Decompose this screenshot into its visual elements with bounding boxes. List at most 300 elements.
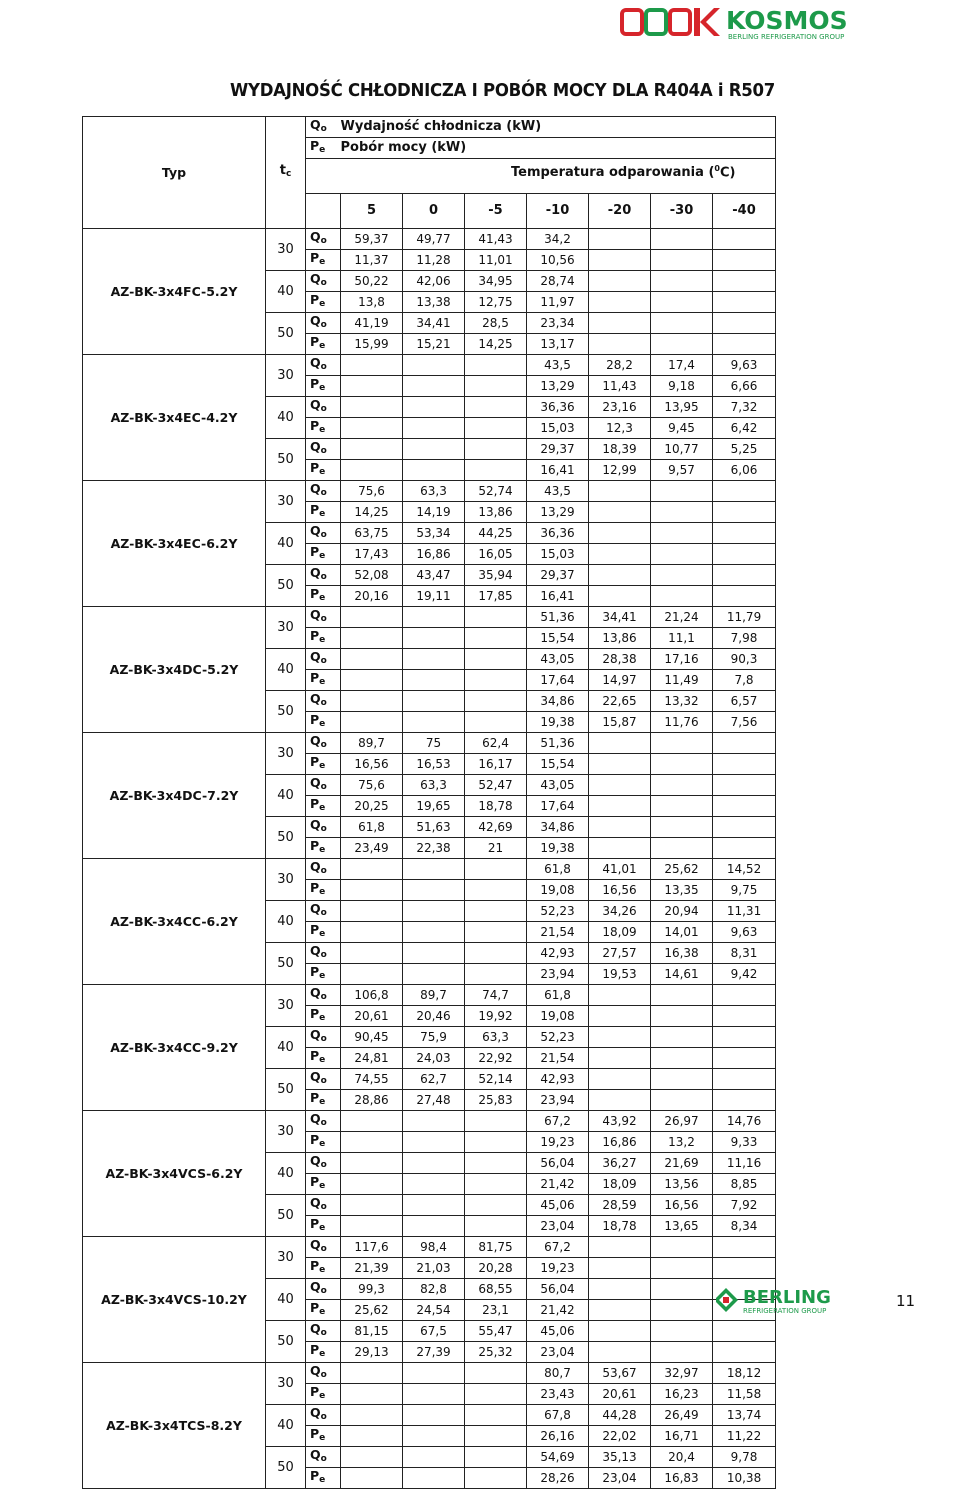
pe-value xyxy=(465,670,527,691)
qo-row-label: $Q_o$ xyxy=(306,1069,341,1090)
pe-value xyxy=(651,754,713,775)
qo-value xyxy=(465,901,527,922)
qo-value xyxy=(403,691,465,712)
pe-value xyxy=(465,1384,527,1405)
model-name: AZ-BK-3x4DC-5.2Y xyxy=(83,607,266,733)
condensing-temp: 40 xyxy=(266,1405,306,1447)
pe-value xyxy=(651,1006,713,1027)
pe-value xyxy=(589,838,651,859)
qo-value xyxy=(651,733,713,754)
pe-row-label: $P_e$ xyxy=(306,964,341,985)
pe-value: 12,99 xyxy=(589,460,651,481)
qo-value: 67,2 xyxy=(527,1111,589,1132)
pe-value xyxy=(341,964,403,985)
pe-value: 20,46 xyxy=(403,1006,465,1027)
temperature-header-cell: 5 xyxy=(341,194,403,229)
qo-value: 26,97 xyxy=(651,1111,713,1132)
table-row xyxy=(83,985,776,1006)
pe-value xyxy=(713,334,776,355)
pe-value: 23,1 xyxy=(465,1300,527,1321)
qo-value xyxy=(713,271,776,292)
qo-value: 28,38 xyxy=(589,649,651,670)
qo-value: 43,5 xyxy=(527,481,589,502)
pe-value xyxy=(403,712,465,733)
page-number: 11 xyxy=(896,1292,916,1310)
model-name: AZ-BK-3x4VCS-6.2Y xyxy=(83,1111,266,1237)
qo-value xyxy=(589,481,651,502)
qo-value xyxy=(713,481,776,502)
table-row xyxy=(83,1363,776,1384)
pe-value: 21 xyxy=(465,838,527,859)
pe-value xyxy=(403,1174,465,1195)
pe-value: 13,65 xyxy=(651,1216,713,1237)
pe-description: Pobór mocy (kW) xyxy=(341,138,776,159)
qo-value: 34,86 xyxy=(527,691,589,712)
pe-value: 9,57 xyxy=(651,460,713,481)
qo-value xyxy=(651,481,713,502)
qo-value: 5,25 xyxy=(713,439,776,460)
pe-value xyxy=(465,1216,527,1237)
qo-value xyxy=(403,1363,465,1384)
qo-value xyxy=(465,1111,527,1132)
qo-value xyxy=(589,1027,651,1048)
qo-value: 14,52 xyxy=(713,859,776,880)
pe-value xyxy=(403,460,465,481)
qo-value: 16,56 xyxy=(651,1195,713,1216)
qo-value: 75 xyxy=(403,733,465,754)
pe-value: 13,56 xyxy=(651,1174,713,1195)
pe-value xyxy=(713,586,776,607)
pe-value: 7,56 xyxy=(713,712,776,733)
qo-value: 10,77 xyxy=(651,439,713,460)
pe-value xyxy=(651,502,713,523)
qo-value xyxy=(589,565,651,586)
pe-value: 23,49 xyxy=(341,838,403,859)
qo-value: 34,86 xyxy=(527,817,589,838)
qo-value: 42,93 xyxy=(527,1069,589,1090)
pe-row-label: $P_e$ xyxy=(306,1090,341,1111)
table-row xyxy=(83,1237,776,1258)
pe-value: 24,54 xyxy=(403,1300,465,1321)
qo-value: 7,32 xyxy=(713,397,776,418)
qo-value xyxy=(341,1405,403,1426)
pe-value xyxy=(465,964,527,985)
qo-value xyxy=(465,1447,527,1468)
condensing-temp: 40 xyxy=(266,397,306,439)
pe-value: 29,13 xyxy=(341,1342,403,1363)
pe-value xyxy=(465,880,527,901)
qo-value: 63,75 xyxy=(341,523,403,544)
condensing-temp: 50 xyxy=(266,943,306,985)
pe-row-label: $P_e$ xyxy=(306,1384,341,1405)
qo-row-label: $Q_o$ xyxy=(306,943,341,964)
pe-value: 19,08 xyxy=(527,880,589,901)
qo-value xyxy=(589,775,651,796)
qo-value xyxy=(651,565,713,586)
qo-row-label: $Q_o$ xyxy=(306,775,341,796)
pe-value: 10,38 xyxy=(713,1468,776,1489)
pe-value: 27,48 xyxy=(403,1090,465,1111)
qo-value xyxy=(465,355,527,376)
qo-value: 34,2 xyxy=(527,229,589,250)
qo-value: 89,7 xyxy=(403,985,465,1006)
condensing-temp: 50 xyxy=(266,817,306,859)
qo-value: 29,37 xyxy=(527,439,589,460)
pe-value xyxy=(713,1006,776,1027)
pe-value xyxy=(341,670,403,691)
pe-value xyxy=(589,1258,651,1279)
pe-value xyxy=(713,250,776,271)
pe-value xyxy=(713,1048,776,1069)
pe-value: 11,37 xyxy=(341,250,403,271)
pe-value: 13,29 xyxy=(527,502,589,523)
condensing-temp: 30 xyxy=(266,733,306,775)
qo-value xyxy=(403,1111,465,1132)
qo-value: 34,41 xyxy=(403,313,465,334)
model-name: AZ-BK-3x4DC-7.2Y xyxy=(83,733,266,859)
pe-value: 13,86 xyxy=(465,502,527,523)
condensing-temp: 30 xyxy=(266,355,306,397)
qo-value xyxy=(651,1321,713,1342)
qo-value: 56,04 xyxy=(527,1279,589,1300)
pe-value: 18,09 xyxy=(589,1174,651,1195)
evaporation-temp-header: Temperatura odparowania ($^0$C) xyxy=(306,159,776,194)
pe-value: 23,94 xyxy=(527,964,589,985)
qo-value xyxy=(589,229,651,250)
qo-value xyxy=(651,523,713,544)
qo-value: 82,8 xyxy=(403,1279,465,1300)
pe-value xyxy=(403,1426,465,1447)
pe-value xyxy=(403,1468,465,1489)
qo-value: 29,37 xyxy=(527,565,589,586)
qo-value: 44,25 xyxy=(465,523,527,544)
pe-value xyxy=(713,796,776,817)
pe-value xyxy=(589,1006,651,1027)
pe-value: 16,86 xyxy=(403,544,465,565)
pe-value xyxy=(403,418,465,439)
brand-bottom-name: BERLING xyxy=(743,1287,831,1308)
qo-value: 18,12 xyxy=(713,1363,776,1384)
pe-value: 21,54 xyxy=(527,1048,589,1069)
pe-value xyxy=(651,544,713,565)
qo-value xyxy=(403,901,465,922)
pe-value xyxy=(465,376,527,397)
qo-value xyxy=(403,1195,465,1216)
qo-value xyxy=(589,313,651,334)
qo-row-label: $Q_o$ xyxy=(306,271,341,292)
qo-value: 45,06 xyxy=(527,1321,589,1342)
pe-value xyxy=(651,334,713,355)
pe-value: 11,1 xyxy=(651,628,713,649)
pe-value: 16,86 xyxy=(589,1132,651,1153)
brand-bottom-tagline: REFRIGERATION GROUP xyxy=(743,1307,827,1315)
qo-value: 17,4 xyxy=(651,355,713,376)
qo-value: 11,79 xyxy=(713,607,776,628)
qo-value: 21,69 xyxy=(651,1153,713,1174)
pe-row-label: $P_e$ xyxy=(306,1426,341,1447)
qo-value xyxy=(589,1321,651,1342)
model-name: AZ-BK-3x4CC-9.2Y xyxy=(83,985,266,1111)
pe-value xyxy=(713,292,776,313)
qo-value xyxy=(465,649,527,670)
pe-value xyxy=(403,376,465,397)
qo-row-label: $Q_o$ xyxy=(306,481,341,502)
qo-value xyxy=(651,313,713,334)
qo-value xyxy=(651,1237,713,1258)
pe-value xyxy=(465,1132,527,1153)
performance-table xyxy=(82,116,776,1489)
pe-value xyxy=(651,1300,713,1321)
pe-value: 14,19 xyxy=(403,502,465,523)
qo-value xyxy=(465,1363,527,1384)
condensing-temp: 50 xyxy=(266,565,306,607)
pe-row-label: $P_e$ xyxy=(306,502,341,523)
pe-value: 13,17 xyxy=(527,334,589,355)
qo-value xyxy=(713,985,776,1006)
pe-value: 22,38 xyxy=(403,838,465,859)
qo-value xyxy=(651,1069,713,1090)
pe-value xyxy=(341,1174,403,1195)
pe-value xyxy=(713,838,776,859)
pe-value xyxy=(589,502,651,523)
qo-value xyxy=(403,1153,465,1174)
pe-value: 12,75 xyxy=(465,292,527,313)
qo-value xyxy=(713,565,776,586)
pe-value xyxy=(403,1216,465,1237)
pe-value xyxy=(465,628,527,649)
condensing-temp: 40 xyxy=(266,649,306,691)
qo-value: 75,9 xyxy=(403,1027,465,1048)
qo-value: 36,36 xyxy=(527,397,589,418)
pe-value: 15,03 xyxy=(527,418,589,439)
qo-value: 52,47 xyxy=(465,775,527,796)
qo-value xyxy=(341,649,403,670)
qo-row-label: $Q_o$ xyxy=(306,733,341,754)
qo-value xyxy=(589,733,651,754)
qo-row-label: $Q_o$ xyxy=(306,649,341,670)
qo-value xyxy=(465,1195,527,1216)
model-name: AZ-BK-3x4EC-4.2Y xyxy=(83,355,266,481)
qo-value xyxy=(465,859,527,880)
pe-value: 18,78 xyxy=(589,1216,651,1237)
condensing-temp: 30 xyxy=(266,1237,306,1279)
qo-row-label: $Q_o$ xyxy=(306,1279,341,1300)
condensing-temp: 50 xyxy=(266,691,306,733)
qo-row-label: $Q_o$ xyxy=(306,1153,341,1174)
qo-value xyxy=(713,1237,776,1258)
qo-value xyxy=(403,397,465,418)
pe-value xyxy=(403,922,465,943)
pe-value: 19,65 xyxy=(403,796,465,817)
pe-row-label: $P_e$ xyxy=(306,1258,341,1279)
pe-value: 16,56 xyxy=(341,754,403,775)
pe-value: 11,28 xyxy=(403,250,465,271)
pe-value: 11,58 xyxy=(713,1384,776,1405)
pe-value xyxy=(589,292,651,313)
qo-value xyxy=(341,439,403,460)
pe-row-label: $P_e$ xyxy=(306,754,341,775)
pe-value xyxy=(341,1468,403,1489)
pe-value: 17,64 xyxy=(527,670,589,691)
pe-value: 12,3 xyxy=(589,418,651,439)
pe-value: 19,38 xyxy=(527,838,589,859)
qo-value xyxy=(403,607,465,628)
pe-value xyxy=(713,502,776,523)
qo-row-label: $Q_o$ xyxy=(306,1447,341,1468)
pe-value: 6,42 xyxy=(713,418,776,439)
qo-value xyxy=(341,607,403,628)
pe-value: 11,01 xyxy=(465,250,527,271)
pe-row-label: $P_e$ xyxy=(306,1174,341,1195)
pe-row-label: $P_e$ xyxy=(306,1048,341,1069)
qo-value xyxy=(341,943,403,964)
qo-value: 81,75 xyxy=(465,1237,527,1258)
pe-value: 9,18 xyxy=(651,376,713,397)
qo-row-label: $Q_o$ xyxy=(306,817,341,838)
qo-value: 18,39 xyxy=(589,439,651,460)
temperature-header-cell: -20 xyxy=(589,194,651,229)
pe-row-label: $P_e$ xyxy=(306,544,341,565)
pe-value xyxy=(341,460,403,481)
pe-value: 24,03 xyxy=(403,1048,465,1069)
temperature-header-cell: -40 xyxy=(713,194,776,229)
pe-row-label: $P_e$ xyxy=(306,376,341,397)
qo-value: 34,95 xyxy=(465,271,527,292)
qo-value xyxy=(589,271,651,292)
pe-value xyxy=(465,460,527,481)
pe-value: 23,04 xyxy=(527,1216,589,1237)
pe-value: 20,28 xyxy=(465,1258,527,1279)
pe-value xyxy=(341,418,403,439)
qo-value: 32,97 xyxy=(651,1363,713,1384)
qo-value: 22,65 xyxy=(589,691,651,712)
pe-value: 23,43 xyxy=(527,1384,589,1405)
brand-top-name: KOSMOS xyxy=(726,6,848,35)
typ-header: Typ xyxy=(83,117,266,229)
qo-value: 68,55 xyxy=(465,1279,527,1300)
pe-value: 17,85 xyxy=(465,586,527,607)
qo-value: 9,63 xyxy=(713,355,776,376)
pe-value: 6,66 xyxy=(713,376,776,397)
qo-value: 43,92 xyxy=(589,1111,651,1132)
pe-value xyxy=(465,1426,527,1447)
qo-value xyxy=(465,943,527,964)
qo-value xyxy=(465,397,527,418)
qo-value xyxy=(341,1111,403,1132)
pe-value: 22,92 xyxy=(465,1048,527,1069)
qo-value: 28,59 xyxy=(589,1195,651,1216)
qo-value: 28,74 xyxy=(527,271,589,292)
qo-value xyxy=(651,1027,713,1048)
pe-value: 19,92 xyxy=(465,1006,527,1027)
pe-value: 13,8 xyxy=(341,292,403,313)
pe-value: 17,43 xyxy=(341,544,403,565)
pe-value xyxy=(341,712,403,733)
qo-row-label: $Q_o$ xyxy=(306,355,341,376)
condensing-temp: 30 xyxy=(266,859,306,901)
condensing-temp: 40 xyxy=(266,1279,306,1321)
qo-value: 62,4 xyxy=(465,733,527,754)
qo-row-label: $Q_o$ xyxy=(306,439,341,460)
qo-row-label: $Q_o$ xyxy=(306,1405,341,1426)
pe-value: 13,2 xyxy=(651,1132,713,1153)
model-name: AZ-BK-3x4CC-6.2Y xyxy=(83,859,266,985)
qo-value xyxy=(403,649,465,670)
condensing-temp: 40 xyxy=(266,1027,306,1069)
pe-value xyxy=(465,1468,527,1489)
pe-value: 22,02 xyxy=(589,1426,651,1447)
qo-value xyxy=(713,1321,776,1342)
pe-value xyxy=(589,334,651,355)
temperature-header-cell: -10 xyxy=(527,194,589,229)
pe-value: 9,42 xyxy=(713,964,776,985)
qo-value xyxy=(651,775,713,796)
tc-header: $t_c$ xyxy=(266,117,306,229)
qo-row-label: $Q_o$ xyxy=(306,229,341,250)
pe-value: 13,29 xyxy=(527,376,589,397)
pe-value xyxy=(341,880,403,901)
pe-value: 26,16 xyxy=(527,1426,589,1447)
pe-value: 9,45 xyxy=(651,418,713,439)
pe-row-label: $P_e$ xyxy=(306,586,341,607)
qo-value: 74,55 xyxy=(341,1069,403,1090)
qo-value: 81,15 xyxy=(341,1321,403,1342)
qo-value: 117,6 xyxy=(341,1237,403,1258)
model-name: AZ-BK-3x4FC-5.2Y xyxy=(83,229,266,355)
pe-value: 15,21 xyxy=(403,334,465,355)
qo-value: 61,8 xyxy=(527,985,589,1006)
qo-value xyxy=(713,523,776,544)
qo-value xyxy=(341,901,403,922)
qo-value: 43,47 xyxy=(403,565,465,586)
pe-value: 28,26 xyxy=(527,1468,589,1489)
qo-value xyxy=(589,523,651,544)
table-row xyxy=(83,481,776,502)
temperature-header-cell: 0 xyxy=(403,194,465,229)
qo-value: 44,28 xyxy=(589,1405,651,1426)
pe-value: 7,8 xyxy=(713,670,776,691)
condensing-temp: 40 xyxy=(266,901,306,943)
pe-value xyxy=(341,1426,403,1447)
qo-row-label: $Q_o$ xyxy=(306,1363,341,1384)
pe-value xyxy=(651,1048,713,1069)
qo-value: 27,57 xyxy=(589,943,651,964)
qo-value: 67,5 xyxy=(403,1321,465,1342)
pe-value xyxy=(651,586,713,607)
pe-value: 19,53 xyxy=(589,964,651,985)
table-row xyxy=(83,1111,776,1132)
qo-value xyxy=(713,1069,776,1090)
qo-value: 59,37 xyxy=(341,229,403,250)
temperature-header-cell: -30 xyxy=(651,194,713,229)
pe-row-label: $P_e$ xyxy=(306,838,341,859)
berling-logo xyxy=(716,1286,846,1316)
pe-value xyxy=(465,712,527,733)
pe-value xyxy=(465,418,527,439)
pe-value: 9,75 xyxy=(713,880,776,901)
pe-value xyxy=(589,1090,651,1111)
pe-row-label: $P_e$ xyxy=(306,292,341,313)
pe-value: 16,53 xyxy=(403,754,465,775)
qo-row-label: $Q_o$ xyxy=(306,1237,341,1258)
pe-value: 21,03 xyxy=(403,1258,465,1279)
pe-value xyxy=(713,754,776,775)
qo-value: 42,93 xyxy=(527,943,589,964)
qo-value: 42,06 xyxy=(403,271,465,292)
qo-value: 63,3 xyxy=(403,775,465,796)
table-row xyxy=(83,229,776,250)
qo-value xyxy=(713,313,776,334)
